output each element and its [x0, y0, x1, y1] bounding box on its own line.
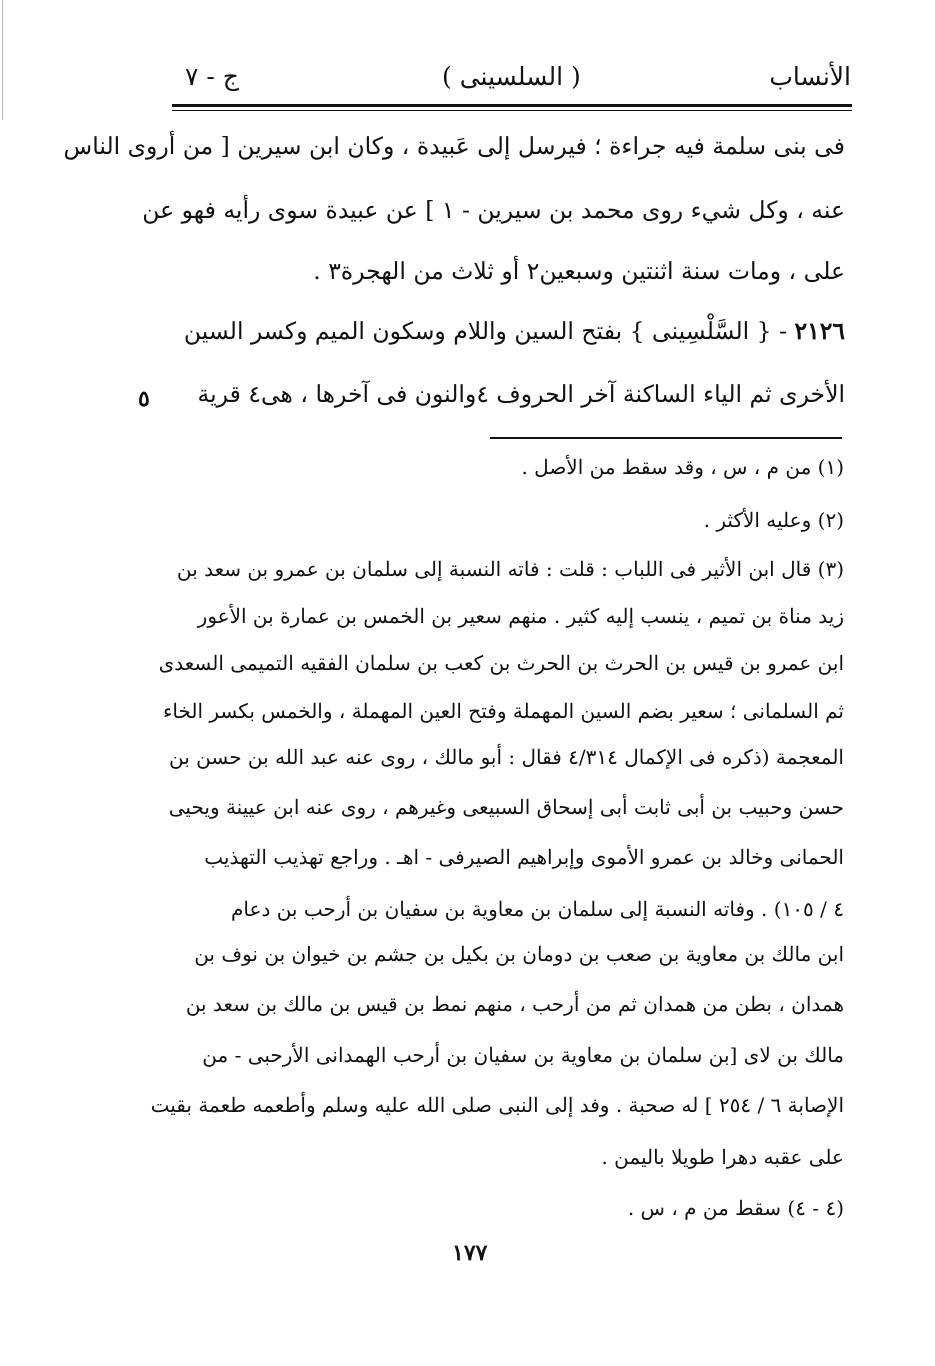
footnote-3-line-9: ابن مالك بن معاوية بن صعب بن دومان بن بكيل بن جشم بن خيوان بن نوف بن [194, 942, 844, 966]
footnote-separator [490, 437, 842, 439]
header-volume: ج - ٧ [185, 62, 239, 91]
footnote-3-line-12: الإصابة ٦ / ٢٥٤ ] له صحبة . وفد إلى النبى صلى الله عليه وسلم وأطعمه طعمة بقيت [150, 1093, 844, 1117]
footnote-3-line-4: ثم السلمانى ؛ سعير بضم السين المهملة وفتح العين المهملة ، والخمس بكسر الخاء [162, 699, 844, 723]
footnote-3-line-13: على عقبه دهرا طويلا باليمن . [601, 1145, 844, 1169]
footnote-3-line-5: المعجمة (ذكره فى الإكمال ٤/٣١٤ فقال : أبو مالك ، روى عنه عبد الله بن حسن بن [169, 745, 844, 769]
footnote-3-line-11: مالك بن لاى [بن سلمان بن معاوية بن سفيان بن أرحب الهمدانى الأرحبى - من [202, 1043, 844, 1067]
footnote-3-line-2: زيد مناة بن تميم ، ينسب إليه كثير . منهم سعير بن الخمس بن عمارة بن الأعور [197, 604, 844, 628]
line-margin-number: ٥ [138, 386, 150, 412]
entry-text: - { السَّلْسِينى } بفتح السين واللام وسكون الميم وكسر السين [183, 317, 788, 345]
body-line-1: فى بنى سلمة فيه جراءة ؛ فيرسل إلى عَبيدة ، وكان ابن سيرين [ من أروى الناس [63, 132, 845, 160]
body-line-2: عنه ، وكل شيء روى محمد بن سيرين - ١ ] عن عبيدة سوى رأيه فهو عن [142, 196, 845, 224]
footnote-3-line-8: ٤ / ١٠٥) . وفاته النسبة إلى سلمان بن معاوية بن سفيان بن أرحب بن دعام [231, 897, 844, 921]
footnote-3-line-1: (٣) قال ابن الأثير فى اللباب : قلت : فاته النسبة إلى سلمان بن عمرو بن سعد بن [176, 557, 844, 581]
header-rule-thin [172, 110, 852, 111]
header-rule-thick [172, 104, 852, 107]
scan-edge-mark [2, 0, 3, 120]
footnote-4: (٤ - ٤) سقط من م ، س . [627, 1196, 844, 1220]
footnote-1: (١) من م ، س ، وقد سقط من الأصل . [521, 455, 844, 479]
footnote-3-line-6: حسن وحبيب بن أبى ثابت أبى إسحاق السبيعى وغيرهم ، روى عنه ابن عيينة ويحيى [168, 795, 844, 819]
footnote-3-line-10: همدان ، بطن من همدان ثم من أرحب ، منهم نمط بن قيس بن مالك بن سعد بن [185, 992, 844, 1016]
page-number: ١٧٧ [452, 1240, 488, 1266]
footnote-3-line-3: ابن عمرو بن قيس بن الحرث بن الحرث بن كعب بن سلمان الفقيه التميمى السعدى [158, 651, 844, 675]
entry-line [184, 317, 845, 345]
body-line-3: على ، ومات سنة اثنتين وسبعين٢ أو ثلاث من الهجرة٣ . [313, 257, 845, 285]
footnote-2: (٢) وعليه الأكثر . [703, 508, 844, 532]
header-book-title: الأنساب [769, 62, 851, 91]
header-entry-title: ( السلسينى ) [442, 62, 581, 91]
body-line-5: الأخرى ثم الياء الساكنة آخر الحروف ٤والنون فى آخرها ، هى٤ قرية [197, 380, 845, 408]
entry-number: ٢١٢٦ [794, 317, 845, 345]
footnote-3-line-7: الحمانى وخالد بن عمرو الأموى وإبراهيم الصيرفى - اهـ . وراجع تهذيب التهذيب [204, 845, 844, 869]
